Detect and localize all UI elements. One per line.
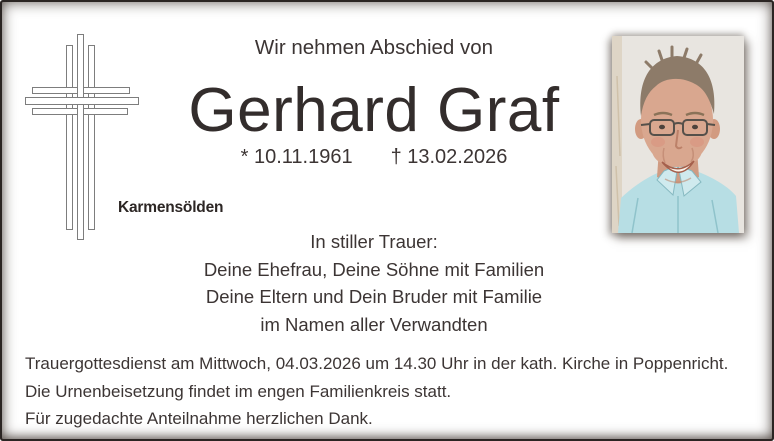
intro-text: Wir nehmen Abschied von <box>254 36 494 59</box>
mourning-line: Deine Ehefrau, Deine Söhne mit Familien <box>203 258 545 280</box>
birth-date: * 10.11.1961 <box>240 146 353 168</box>
death-date: † 13.02.2026 <box>390 146 508 168</box>
mourning-line: Deine Eltern und Dein Bruder mit Familie <box>205 286 543 307</box>
deceased-name: Gerhard Graf <box>188 76 560 145</box>
funeral-details-line: Trauergottesdienst am Mittwoch, 04.03.2026 um 14.30 Uhr in der kath. Kirche in Poppenricht. <box>25 354 729 373</box>
location-label: Karmensölden <box>118 199 224 216</box>
funeral-details-line: Die Urnenbeisetzung findet im engen Familienkreis statt. <box>25 381 452 401</box>
funeral-details-line: Für zugedachte Anteilnahme herzlichen Dank. <box>25 409 373 428</box>
funeral-details-block <box>25 350 728 433</box>
mourning-line: im Namen aller Verwandten <box>260 313 488 335</box>
mourning-heading: In stiller Trauer: <box>310 231 438 252</box>
life-dates <box>0 146 748 169</box>
mourning-block <box>0 228 748 338</box>
